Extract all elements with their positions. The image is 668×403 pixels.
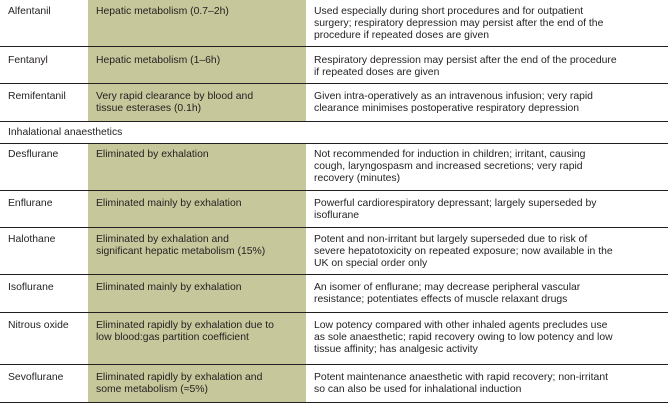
drug-cell bbox=[0, 365, 88, 402]
pharmacokinetics-cell bbox=[88, 144, 306, 190]
notes-cell bbox=[306, 313, 668, 364]
drug-name: Sevoflurane bbox=[8, 372, 64, 383]
table-row bbox=[0, 275, 668, 313]
pharmacokinetics-text: Eliminated rapidly by exhalation and some metabolism (≈5%) bbox=[96, 372, 263, 395]
notes-text: Respiratory depression may persist after the end of the procedure if repeated doses are given bbox=[314, 55, 617, 78]
table-row bbox=[0, 191, 668, 228]
table-row bbox=[0, 365, 668, 403]
pharmacokinetics-cell bbox=[88, 47, 306, 83]
notes-cell bbox=[306, 0, 668, 46]
notes-text: Powerful cardiorespiratory depressant; largely superseded by isoflurane bbox=[314, 198, 597, 221]
table-row bbox=[0, 47, 668, 84]
drug-cell bbox=[0, 228, 88, 274]
pharmacokinetics-text: Eliminated by exhalation bbox=[96, 149, 209, 160]
section-header bbox=[0, 122, 668, 144]
pharmacokinetics-text: Eliminated rapidly by exhalation due to low blood:gas partition coefficient bbox=[96, 320, 274, 343]
pharmacokinetics-text: Eliminated mainly by exhalation bbox=[96, 282, 242, 293]
pharmacokinetics-cell bbox=[88, 84, 306, 121]
pharmacokinetics-cell bbox=[88, 275, 306, 312]
notes-text: Not recommended for induction in children; irritant, causing cough, laryngospasm and increased secretions; very rapid recovery (minutes) bbox=[314, 149, 586, 184]
drug-name: Remifentanil bbox=[8, 91, 66, 102]
drug-name: Halothane bbox=[8, 234, 56, 245]
drug-name: Alfentanil bbox=[8, 6, 51, 17]
pharmacokinetics-text: Hepatic metabolism (0.7–2h) bbox=[96, 6, 229, 17]
table-row bbox=[0, 84, 668, 122]
pharmacokinetics-text: Eliminated by exhalation and significant hepatic metabolism (15%) bbox=[96, 234, 266, 257]
pharmacokinetics-cell bbox=[88, 365, 306, 402]
drug-name: Nitrous oxide bbox=[8, 320, 69, 331]
pharmacokinetics-cell bbox=[88, 313, 306, 364]
notes-cell bbox=[306, 275, 668, 312]
drug-cell bbox=[0, 313, 88, 364]
drug-name: Enflurane bbox=[8, 198, 53, 209]
drug-name: Fentanyl bbox=[8, 55, 48, 66]
pharmacokinetics-cell bbox=[88, 0, 306, 46]
notes-text: Given intra-operatively as an intravenous infusion; very rapid clearance minimises postoperative respiratory depression bbox=[314, 91, 593, 114]
table-row bbox=[0, 0, 668, 47]
pharmacokinetics-cell bbox=[88, 191, 306, 227]
section-label: Inhalational anaesthetics bbox=[8, 127, 123, 138]
drug-cell bbox=[0, 275, 88, 312]
notes-cell bbox=[306, 228, 668, 274]
notes-text: An isomer of enflurane; may decrease peripheral vascular resistance; potentiates effects of muscle relaxant drugs bbox=[314, 282, 581, 305]
drug-name: Desflurane bbox=[8, 149, 59, 160]
notes-cell bbox=[306, 84, 668, 121]
notes-cell bbox=[306, 191, 668, 227]
drug-cell bbox=[0, 191, 88, 227]
drug-cell bbox=[0, 84, 88, 121]
drug-cell bbox=[0, 47, 88, 83]
drug-cell bbox=[0, 144, 88, 190]
notes-cell bbox=[306, 365, 668, 402]
notes-text: Potent and non-irritant but largely superseded due to risk of severe hepatotoxicity on repeated exposure; now available in the UK on special order only bbox=[314, 234, 613, 269]
notes-text: Used especially during short procedures and for outpatient surgery; respiratory depression may persist after the end of the procedure if repeated doses are given bbox=[314, 6, 604, 41]
pharmacokinetics-text: Very rapid clearance by blood and tissue esterases (0.1h) bbox=[96, 91, 254, 114]
pharmacokinetics-text: Hepatic metabolism (1–6h) bbox=[96, 55, 221, 66]
pharmacokinetics-cell bbox=[88, 228, 306, 274]
pharmacokinetics-text: Eliminated mainly by exhalation bbox=[96, 198, 242, 209]
drug-cell bbox=[0, 0, 88, 46]
notes-text: Potent maintenance anaesthetic with rapid recovery; non-irritant so can also be used for inhalational induction bbox=[314, 372, 608, 395]
table-row bbox=[0, 313, 668, 365]
table-row bbox=[0, 228, 668, 275]
notes-cell bbox=[306, 144, 668, 190]
table-row bbox=[0, 144, 668, 191]
drug-name: Isoflurane bbox=[8, 282, 54, 293]
notes-cell bbox=[306, 47, 668, 83]
notes-text: Low potency compared with other inhaled agents precludes use as sole anaesthetic; rapid recovery owing to low potency and low tissue affinity; has analgesic activity bbox=[314, 320, 613, 355]
